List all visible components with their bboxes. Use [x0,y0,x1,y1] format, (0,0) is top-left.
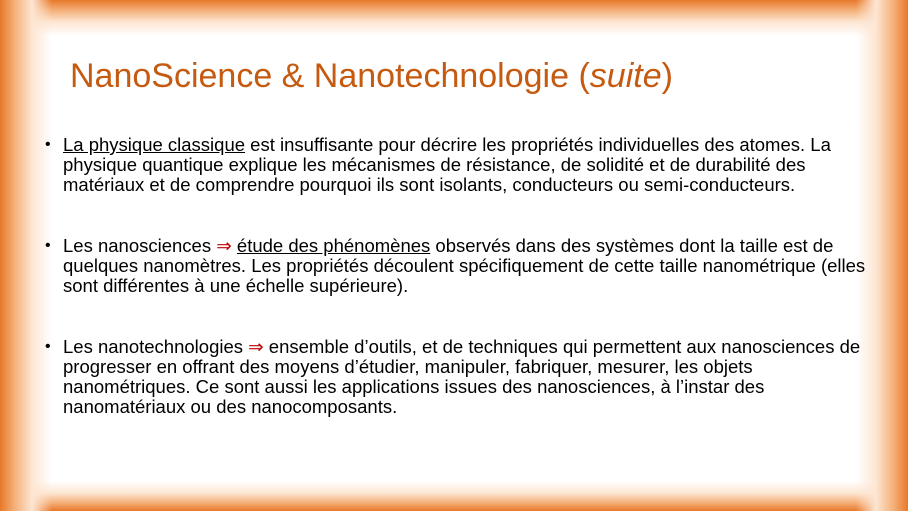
slide-title [70,54,673,98]
bullet-lead: Les nanotechnologies [63,336,249,357]
bullet-lead: Les nanosciences [63,235,217,256]
title-main: NanoScience & Nanotechnologie ( [70,57,590,95]
underlined-phrase: étude des phénomènes [236,235,431,256]
bullet-dot-icon: • [45,136,51,153]
bullet-classical-physics [45,135,880,195]
title-close: ) [661,57,673,95]
underlined-phrase: La physique classique [63,134,246,155]
bullet-nanotechnologies [45,337,880,417]
bullet-nanosciences [45,236,880,296]
bullet-text: est insuffisante pour décrire les propriétés individuelles des atomes. La physique quantique explique les mécanismes de résistance, de solidité et de durabilité des matériaux et de comprendre pourquoi ils sont isolants, conducteurs ou semi-conducteurs. [63,134,831,195]
bullet-text: ensemble d’outils, et de techniques qui permettent aux nanosciences de progresser en offrant des moyens d’étudier, manipuler, fabriquer, mesurer, les objets nanométriques. Ce sont aussi les applications issues des nanosciences, à l’instar des nanomatériaux ou des nanocomposants. [63,336,861,417]
implies-arrow-icon: ⇒ [248,336,264,357]
bullet-dot-icon: • [45,237,51,254]
title-italic: suite [589,57,662,95]
bullet-text: observés dans des systèmes dont la taille est de quelques nanomètres. Les propriétés découlent spécifiquement de cette taille nanométrique (elles sont différentes à une échelle supérieure). [63,235,866,296]
implies-arrow-icon: ⇒ [216,235,232,256]
bullet-list [45,135,880,417]
bullet-dot-icon: • [45,338,51,355]
